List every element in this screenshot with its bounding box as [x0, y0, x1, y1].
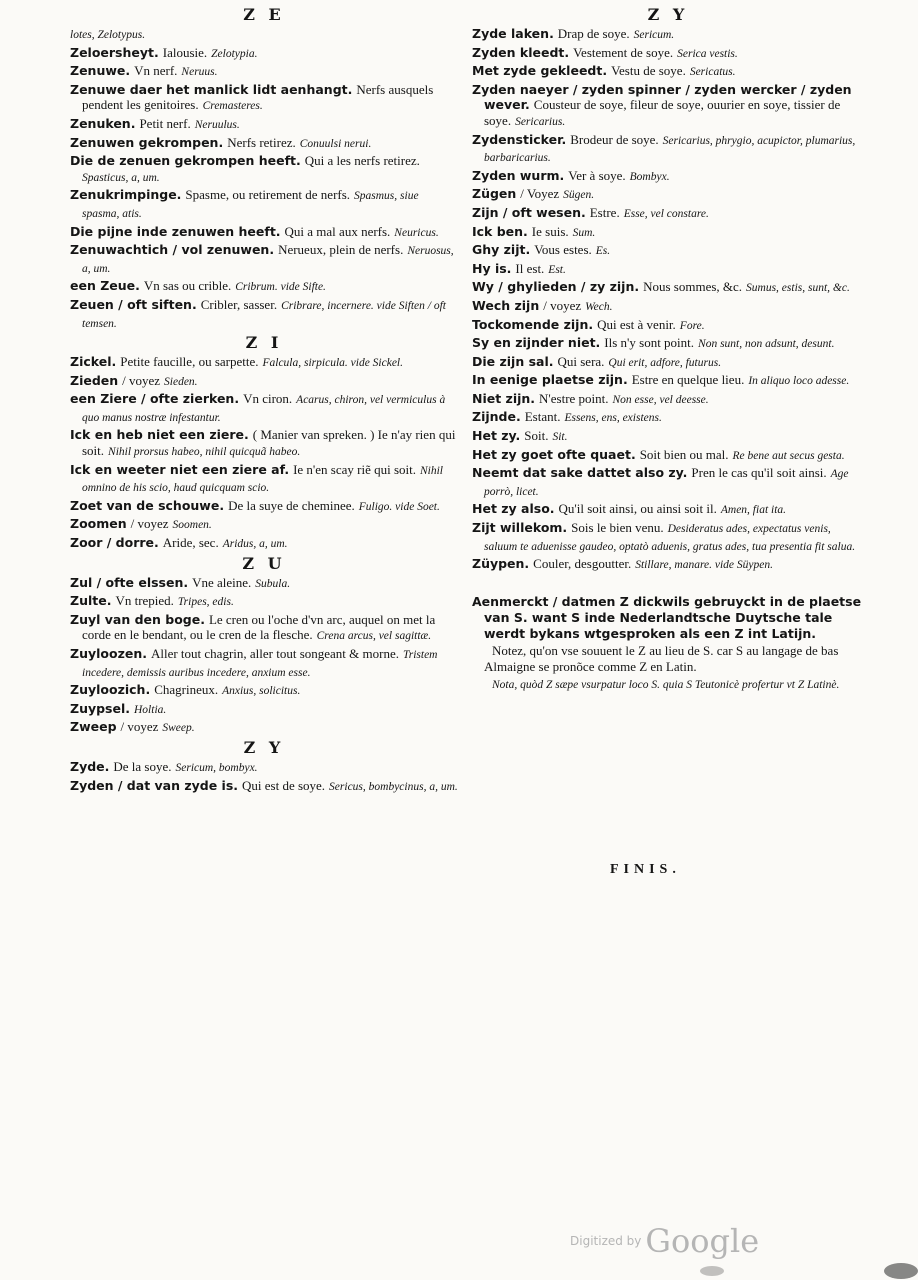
latin-gloss: Age porrò, licet. — [484, 468, 849, 498]
dictionary-entry — [70, 297, 458, 332]
headword: Zijt willekom. — [472, 520, 568, 536]
french-gloss: Brodeur de soye. — [570, 131, 659, 147]
headword: Zickel. — [70, 354, 117, 370]
latin-gloss: Sericarius. — [515, 115, 566, 128]
headword: Zoor / dorre. — [70, 535, 159, 551]
section-header: Z U — [242, 553, 286, 573]
latin-gloss: Sweep. — [162, 722, 195, 735]
latin-gloss: Sericum, bombyx. — [175, 761, 258, 774]
headword: Niet zijn. — [472, 390, 536, 406]
latin-gloss: Neuricus. — [394, 226, 439, 239]
dictionary-entry — [472, 409, 864, 427]
headword: Het zy goet ofte quaet. — [472, 446, 636, 462]
french-gloss: Ie suis. — [531, 223, 569, 239]
latin-gloss: Neruosus, a, um. — [82, 245, 454, 275]
latin-gloss: Conuulsi nerui. — [299, 137, 372, 150]
french-gloss: Qui est de soye. — [242, 777, 326, 793]
french-gloss: Nerfs ausquels pendent les genitoires. — [82, 81, 434, 113]
headword: Die pijne inde zenuwen heeft. — [70, 223, 281, 239]
latin-gloss: Sericus, bombycinus, a, um. — [329, 780, 458, 793]
french-gloss: / Voyez — [520, 186, 560, 202]
headword: Zügen — [472, 186, 517, 202]
headword: Ick en weeter niet een ziere af. — [70, 461, 290, 477]
headword: Zyden naeyer / zyden spinner / zyden wercker / zyden wever. — [472, 81, 852, 113]
latin-gloss: Soomen. — [172, 519, 212, 532]
latin-gloss: Cribrum. vide Sifte. — [235, 281, 326, 294]
ink-smudge — [884, 1263, 918, 1279]
dictionary-entry — [472, 186, 864, 204]
note-dutch: Aenmerckt / datmen Z dickwils gebruyckt in de plaetse van S. want S inde Nederlandtsche Duytsche tale werdt bykans wtgesproken als een Z int Latijn. — [472, 593, 862, 641]
latin-gloss: Cremasteres. — [202, 100, 263, 113]
french-gloss: Qui a les nerfs retirez. — [304, 153, 420, 169]
section-header: Z I — [245, 333, 283, 353]
dictionary-entry — [70, 575, 458, 593]
latin-gloss: Sügen. — [563, 189, 595, 202]
dictionary-entry — [70, 535, 458, 553]
french-gloss: Qui sera. — [557, 353, 605, 369]
headword: Wy / ghylieden / zy zijn. — [472, 279, 640, 295]
dictionary-entry — [70, 391, 458, 426]
headword: Zuypsel. — [70, 700, 131, 716]
dictionary-entry — [70, 242, 458, 277]
headword: Zijn / oft wesen. — [472, 204, 586, 220]
headword: Zijnde. — [472, 409, 521, 425]
dictionary-entry — [472, 63, 864, 81]
dictionary-entry — [70, 354, 458, 372]
dictionary-entry — [70, 682, 458, 700]
dictionary-entry — [70, 187, 458, 222]
latin-gloss: Wech. — [585, 300, 613, 313]
french-gloss: / voyez — [120, 719, 159, 735]
latin-gloss: Stillare, manare. vide Süypen. — [635, 559, 773, 572]
latin-gloss: Subula. — [255, 577, 291, 590]
french-gloss: / voyez — [122, 372, 161, 388]
french-gloss: Vn sas ou crible. — [143, 278, 232, 294]
french-gloss: Nous sommes, &c. — [643, 279, 743, 295]
french-gloss: Vne aleine. — [192, 574, 252, 590]
dictionary-entry — [472, 335, 864, 353]
headword: Hy is. — [472, 260, 512, 276]
french-gloss: / voyez — [543, 297, 582, 313]
dictionary-entry — [70, 153, 458, 186]
french-gloss: Soit bien ou mal. — [639, 446, 729, 462]
dictionary-entry — [472, 556, 864, 574]
french-gloss: Vn ciron. — [243, 391, 293, 407]
headword: Zyden wurm. — [472, 167, 565, 183]
dictionary-entry — [70, 646, 458, 681]
latin-gloss: Non esse, vel deesse. — [612, 393, 709, 406]
french-gloss: Qu'il soit ainsi, ou ainsi soit il. — [558, 501, 717, 517]
dictionary-entry — [70, 116, 458, 134]
headword: Wech zijn — [472, 297, 540, 313]
latin-gloss: Neruulus. — [194, 118, 240, 131]
french-gloss: Drap de soye. — [557, 26, 630, 41]
dictionary-entry — [70, 278, 458, 296]
french-gloss: Estant. — [524, 409, 561, 425]
dictionary-entry — [472, 298, 864, 316]
latin-gloss: Acarus, chiron, vel vermiculus à quo manus nostræ infestantur. — [82, 394, 446, 424]
latin-gloss: Sericatus. — [689, 66, 736, 79]
dictionary-entry — [70, 45, 458, 63]
google-logo: Google — [645, 1222, 760, 1260]
dictionary-entry — [472, 82, 864, 131]
headword: Zyde laken. — [472, 26, 554, 41]
dictionary-entry — [472, 447, 864, 465]
dictionary-entry — [472, 501, 864, 519]
latin-gloss: Es. — [595, 245, 611, 258]
latin-gloss: Qui erit, adfore, futurus. — [608, 356, 722, 369]
dictionary-entry — [472, 261, 864, 279]
headword: Zuyloozich. — [70, 682, 151, 698]
dictionary-entry — [70, 135, 458, 153]
french-gloss: Spasme, ou retirement de nerfs. — [185, 187, 351, 203]
french-gloss: Vn trepied. — [115, 593, 174, 609]
dictionary-entry — [70, 82, 458, 115]
headword: Neemt dat sake dattet also zy. — [472, 465, 688, 481]
latin-gloss: Amen, fiat ita. — [720, 504, 787, 517]
headword: Zieden — [70, 372, 119, 388]
headword: Zyden kleedt. — [472, 44, 570, 60]
dictionary-entry — [472, 168, 864, 186]
dictionary-entry — [70, 778, 458, 796]
dictionary-entry — [472, 354, 864, 372]
french-gloss: Sois le bien venu. — [571, 520, 664, 536]
headword: Zyde. — [70, 758, 110, 774]
french-gloss: Aride, sec. — [162, 535, 219, 551]
latin-gloss: Fore. — [679, 319, 705, 332]
headword: Zyden / dat van zyde is. — [70, 777, 239, 793]
note-block — [472, 594, 864, 693]
headword: Züypen. — [472, 556, 530, 572]
headword: Sy en zijnder niet. — [472, 335, 601, 351]
latin-gloss: Desideratus ades, expectatus venis, saluum te aduenisse gaudeo, optatò aduenis, gratus ades, tua presentia fit salua. — [484, 523, 856, 553]
dictionary-entry — [472, 465, 864, 500]
ink-smudge — [700, 1266, 724, 1276]
dictionary-entry — [70, 516, 458, 534]
latin-gloss: Re bene aut secus gesta. — [732, 449, 845, 462]
latin-gloss: Sieden. — [164, 375, 198, 388]
latin-gloss: Sericarius, phrygio, acupictor, plumarius, barbaricarius. — [484, 134, 856, 165]
french-gloss: Nerfs retirez. — [227, 134, 296, 150]
headword: Zeuen / oft siften. — [70, 296, 197, 312]
latin-gloss: Sumus, estis, sunt, &c. — [746, 282, 850, 295]
dictionary-entry — [70, 373, 458, 391]
latin-gloss: Tripes, edis. — [177, 596, 234, 609]
headword: Zul / ofte elssen. — [70, 574, 189, 590]
dictionary-entry — [472, 317, 864, 335]
headword: Het zy also. — [472, 501, 555, 517]
french-gloss: Soit. — [524, 428, 549, 444]
headword: Zuyloozen. — [70, 646, 147, 661]
french-gloss: Cousteur de soye, fileur de soye, ouurier en soye, tissier de soye. — [484, 97, 841, 128]
french-gloss: Petite faucille, ou sarpette. — [120, 354, 259, 370]
latin-gloss: Essens, ens, existens. — [564, 412, 662, 425]
dictionary-entry — [472, 520, 864, 555]
french-gloss: Couler, desgoutter. — [533, 556, 632, 572]
french-gloss: Nerueux, plein de nerfs. — [278, 242, 404, 258]
french-gloss: Vestu de soye. — [611, 63, 686, 79]
french-gloss: De la soye. — [113, 758, 172, 774]
french-gloss: Qui est à venir. — [597, 316, 676, 332]
french-gloss: Chagrineux. — [154, 682, 219, 698]
latin-gloss: Esse, vel constare. — [623, 207, 709, 220]
headword: Zenuwe. — [70, 63, 131, 79]
right-column — [472, 4, 864, 694]
french-gloss: Pren le cas qu'il soit ainsi. — [691, 465, 827, 481]
dictionary-entry — [472, 391, 864, 409]
french-gloss: Estre en quelque lieu. — [631, 372, 745, 388]
headword: In eenige plaetse zijn. — [472, 372, 628, 388]
french-gloss: Petit nerf. — [139, 115, 191, 131]
dictionary-entry — [70, 224, 458, 242]
latin-gloss: Neruus. — [181, 66, 218, 79]
french-gloss: Vn nerf. — [134, 63, 178, 79]
french-gloss: Vous estes. — [534, 242, 592, 258]
watermark-small: Digitized by — [570, 1234, 642, 1248]
note-french: Notez, qu'on vse souuent le Z au lieu de S. car S au langage de bas Almaigne se pronõce comme Z en Latin. — [484, 642, 839, 674]
headword: Die zijn sal. — [472, 353, 554, 369]
latin-gloss: Non sunt, non adsunt, desunt. — [698, 338, 835, 351]
headword: Zenuken. — [70, 115, 136, 131]
headword: Zoomen — [70, 516, 127, 532]
french-gloss: Il est. — [515, 260, 545, 276]
headword: Ghy zijt. — [472, 242, 531, 258]
right-entries — [472, 26, 864, 574]
latin-gloss: Crena arcus, vel sagittæ. — [316, 630, 432, 643]
dictionary-entry — [70, 612, 458, 645]
latin-gloss: Spasmus, siue spasma, atis. — [82, 190, 419, 220]
dictionary-entry — [70, 701, 458, 719]
french-gloss: De la suye de cheminee. — [228, 497, 355, 513]
dictionary-entry — [472, 132, 864, 167]
french-gloss: ( Manier van spreken. ) Ie n'ay rien qui soit. — [82, 427, 456, 459]
dictionary-entry — [70, 593, 458, 611]
french-gloss: / voyez — [130, 516, 169, 532]
headword: Zeloersheyt. — [70, 44, 159, 60]
latin-gloss: Serica vestis. — [677, 47, 738, 60]
dictionary-entry — [70, 719, 458, 737]
headword: Zenuwachtich / vol zenuwen. — [70, 242, 275, 258]
french-gloss: Ver à soye. — [568, 167, 626, 183]
latin-gloss: Est. — [548, 263, 566, 276]
headword: Het zy. — [472, 428, 521, 444]
latin-gloss: Sericum. — [633, 29, 675, 41]
digitized-watermark — [570, 1222, 759, 1260]
note-latin: Nota, quòd Z sæpe vsurpatur loco S. quia S Teutonicè profertur vt Z Latinè. — [492, 678, 840, 691]
dictionary-entry — [472, 45, 864, 63]
headword: Zenuwen gekrompen. — [70, 134, 224, 150]
headword: Zweep — [70, 719, 117, 735]
headword: Tockomende zijn. — [472, 316, 594, 332]
headword: Zulte. — [70, 593, 112, 609]
latin-gloss: Nihil omnino de his scio, haud quicquam scio. — [82, 464, 443, 495]
latin-gloss: Holtia. — [134, 703, 167, 716]
french-gloss: Le cren ou l'oche d'vn arc, auquel on met la corde en le bendant, ou le cren de la flesche. — [82, 611, 436, 643]
headword: Zoet van de schouwe. — [70, 497, 225, 513]
dictionary-entry — [70, 63, 458, 81]
dictionary-entry — [70, 759, 458, 777]
dictionary-entry — [472, 224, 864, 242]
dictionary-entry — [70, 427, 458, 460]
dictionary-entry — [70, 498, 458, 516]
french-gloss: N'estre point. — [539, 390, 609, 406]
latin-gloss: Falcula, sirpicula. vide Sickel. — [262, 357, 403, 370]
section-header: Z E — [243, 5, 285, 24]
latin-gloss: Sum. — [572, 226, 596, 239]
french-gloss: Ie n'en scay riẽ qui soit. — [293, 461, 416, 477]
french-gloss: Estre. — [589, 204, 620, 220]
dictionary-entry — [472, 205, 864, 223]
headword: Zenuwe daer het manlick lidt aenhangt. — [70, 81, 353, 97]
french-gloss: Aller tout chagrin, aller tout songeant & morne. — [150, 646, 399, 661]
dictionary-entry — [472, 372, 864, 390]
french-gloss: Cribler, sasser. — [200, 296, 278, 312]
french-gloss: Qui a mal aux nerfs. — [284, 223, 391, 239]
dictionary-entry — [472, 279, 864, 297]
latin-gloss: Cribrare, incernere. vide Siften / oft temsen. — [82, 299, 446, 330]
headword: Zenukrimpinge. — [70, 187, 182, 203]
headword: een Ziere / ofte zierken. — [70, 391, 240, 407]
dictionary-entry — [70, 26, 458, 44]
french-gloss: Vestement de soye. — [573, 44, 674, 60]
latin-gloss: Nihil prorsus habeo, nihil quicquã habeo. — [108, 446, 301, 459]
dictionary-entry — [70, 462, 458, 497]
latin-gloss: Zelotypia. — [211, 47, 258, 60]
latin-gloss: In aliquo loco adesse. — [748, 375, 850, 388]
headword: Die de zenuen gekrompen heeft. — [70, 153, 301, 169]
latin-gloss: Tristem incedere, demissis auribus incedere, anxium esse. — [82, 649, 438, 679]
latin-gloss: Fuligo. vide Soet. — [358, 500, 440, 513]
latin-gloss: Bombyx. — [629, 170, 670, 183]
dictionary-entry — [472, 242, 864, 260]
headword: Zydensticker. — [472, 131, 567, 147]
dictionary-entry — [472, 428, 864, 446]
headword: Ick en heb niet een ziere. — [70, 427, 249, 443]
latin-gloss: Spasticus, a, um. — [82, 171, 160, 184]
section-header: Z Y — [243, 737, 285, 757]
section-header: Z Y — [647, 5, 689, 24]
left-column — [70, 4, 458, 796]
headword: Zuyl van den boge. — [70, 611, 205, 627]
headword: Met zyde gekleedt. — [472, 63, 608, 79]
latin-gloss: Aridus, a, um. — [222, 538, 288, 551]
headword: een Zeue. — [70, 278, 140, 294]
latin-gloss: Anxius, solicitus. — [222, 685, 301, 698]
finis-mark: FINIS. — [610, 862, 681, 877]
latin-gloss: lotes, Zelotypus. — [70, 29, 146, 41]
dictionary-entry — [472, 26, 864, 44]
french-gloss: Ialousie. — [162, 44, 208, 60]
latin-gloss: Sit. — [552, 431, 568, 444]
french-gloss: Ils n'y sont point. — [604, 335, 695, 351]
headword: Ick ben. — [472, 223, 528, 239]
